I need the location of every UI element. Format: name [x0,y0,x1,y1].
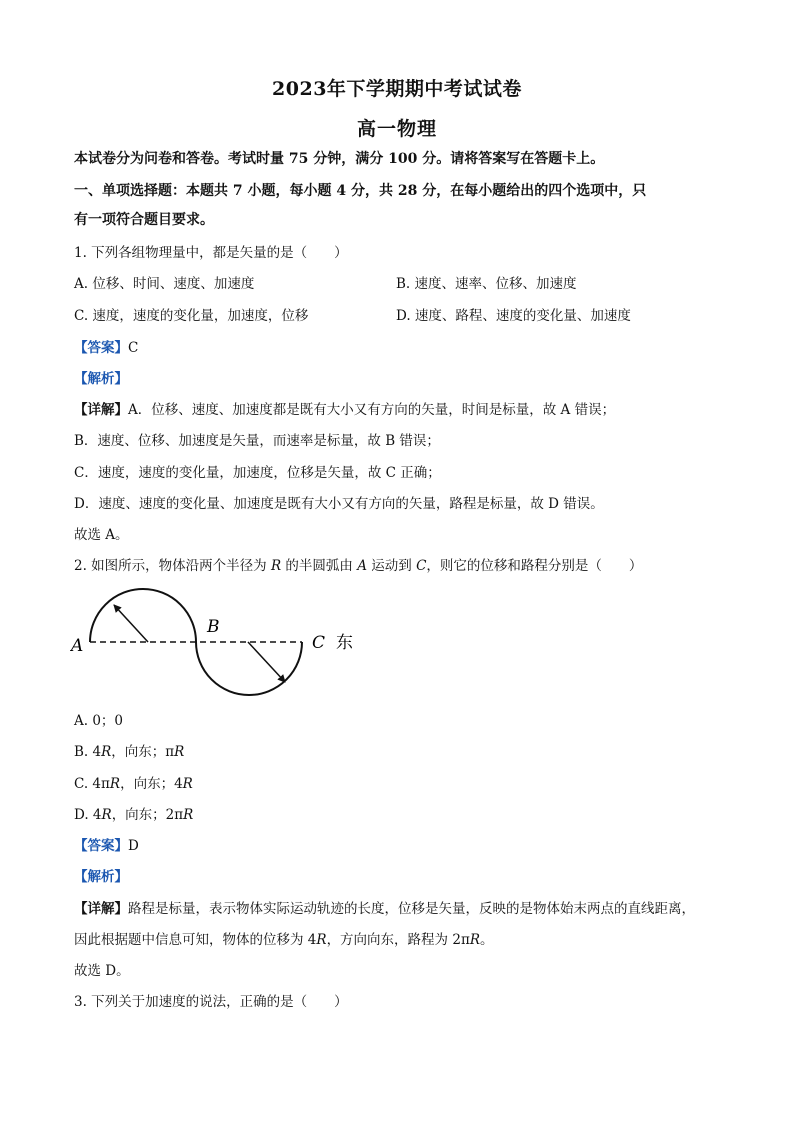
q2-option-b-var: R [174,744,185,760]
q1-answer-tag: 【答案】 [74,340,128,356]
point-label-a: A [71,636,84,656]
q1-detail-d: D．速度、速度的变化量、加速度是既有大小又有方向的矢量，路程是标量，故 D 错误。 [74,496,604,512]
q2-stem-part: 的半圆弧由 [281,558,358,574]
q2-stem-var-r: R [270,558,282,574]
q1-detail-c: C．速度，速度的变化量，加速度，位移是矢量，故 C 正确； [74,465,441,481]
q1-option-d: D. 速度、路程、速度的变化量、加速度 [396,308,631,324]
direction-label-east: 东 [336,633,353,653]
q2-analysis [74,867,128,887]
q1-detail-a [74,400,615,420]
exam-intro: 本试卷分为问卷和答卷。考试时量 75 分钟，满分 100 分。请将答案写在答题卡上。 [74,151,605,167]
q2-option-b [74,742,184,762]
q2-detail-line1-text: 路程是标量，表示物体实际运动轨迹的长度，位移是矢量，反映的是物体始末两点的直线距离， [128,901,695,917]
q2-answer [74,836,139,856]
q2-option-d-var: R [183,807,194,823]
q1-answer [74,338,138,358]
q2-detail-part: 。 [480,932,494,948]
q2-detail-tag: 【详解】 [74,901,128,917]
q2-option-d-part: ，向东；2π [111,807,184,823]
exam-title: 2023年下学期期中考试试卷 [272,78,522,100]
q2-detail-part: ，方向向东，路程为 2π [326,932,470,948]
section-heading-line1: 一、单项选择题：本题共 7 小题，每小题 4 分，共 28 分，在每小题给出的四个选项中，只 [74,183,647,199]
q2-detail-part: 因此根据题中信息可知，物体的位移为 4 [74,932,317,948]
q1-detail-b: B．速度、位移、加速度是矢量，而速率是标量，故 B 错误； [74,433,440,449]
q2-analysis-tag: 【解析】 [74,869,128,885]
semicircle-path-figure [70,586,370,706]
q2-answer-tag: 【答案】 [74,838,128,854]
subject-title: 高一物理 [356,118,437,140]
q2-option-c [74,774,193,794]
q2-detail-line1 [74,899,695,919]
q2-detail-var: R [469,932,480,948]
q2-option-c-var: R [182,776,193,792]
q1-option-a: A. 位移、时间、速度、加速度 [74,276,255,292]
upper-semicircle-arc [90,589,196,642]
q2-option-b-part: B. 4 [74,744,102,760]
q1-option-c: C. 速度，速度的变化量，加速度，位移 [74,308,309,324]
q2-detail-var: R [316,932,327,948]
section-heading-line2: 有一项符合题目要求。 [74,212,214,228]
q2-option-c-var: R [109,776,121,792]
q2-stem-part: ，则它的位移和路程分别是（ ） [426,558,643,574]
q2-stem-part: 2. 如图所示，物体沿两个半径为 [74,558,271,574]
q3-stem: 3. 下列关于加速度的说法，正确的是（ ） [74,994,348,1010]
q2-option-b-part: ，向东；π [111,744,175,760]
point-label-b: B [207,617,220,637]
q1-analysis-tag: 【解析】 [74,371,128,387]
q1-stem: 1. 下列各组物理量中，都是矢量的是（ ） [74,245,348,261]
q2-option-c-part: ，向东；4 [120,776,183,792]
radius-arrow-upper [114,605,148,642]
q2-option-b-var: R [101,744,112,760]
lower-semicircle-arc [196,642,302,695]
q2-option-c-part: C. 4π [74,776,110,792]
q1-detail-tag: 【详解】 [74,402,128,418]
q2-detail-line2 [74,930,494,950]
q1-answer-value: C [128,340,139,356]
q2-answer-value: D [128,838,139,854]
q2-stem [74,556,642,576]
q2-option-d [74,805,193,825]
q2-option-d-part: D. 4 [74,807,102,823]
q2-conclusion: 故选 D。 [74,963,130,979]
q1-analysis [74,369,128,389]
q2-option-a: A. 0；0 [74,713,124,729]
q2-stem-var-c: C [416,558,427,574]
q2-stem-part: 运动到 [366,558,417,574]
q1-option-b: B. 速度、速率、位移、加速度 [396,276,577,292]
q2-stem-var-a: A [357,558,367,574]
q2-option-d-var: R [101,807,112,823]
q1-conclusion: 故选 A。 [74,527,129,543]
q1-detail-a-text: A．位移、速度、加速度都是既有大小又有方向的矢量，时间是标量，故 A 错误； [128,402,616,418]
radius-arrow-lower [248,642,285,682]
point-label-c: C [312,633,326,653]
